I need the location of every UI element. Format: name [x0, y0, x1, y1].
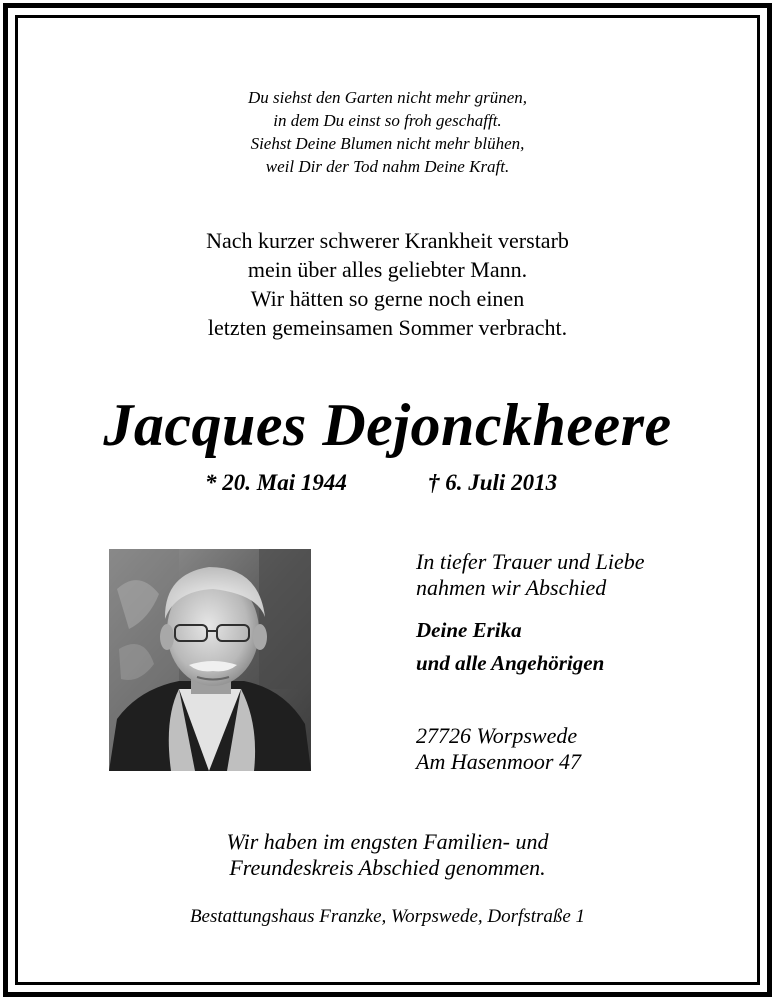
intro-line: letzten gemeinsamen Sommer verbracht.: [207, 315, 568, 340]
poem: [0, 86, 775, 178]
poem-line: weil Dir der Tod nahm Deine Kraft.: [265, 157, 510, 176]
farewell-line: Wir haben im engsten Familien- und: [226, 829, 549, 854]
family-line: und alle Angehörigen: [416, 651, 605, 675]
deceased-name: Jacques Dejonckheere: [103, 392, 672, 458]
address: [416, 723, 581, 775]
poem-line: Siehst Deine Blumen nicht mehr blühen,: [250, 134, 525, 153]
portrait-illustration: [109, 549, 311, 771]
intro-line: Nach kurzer schwerer Krankheit verstarb: [206, 228, 569, 253]
mourning-line: In tiefer Trauer und Liebe: [416, 549, 645, 574]
death-date: † 6. Juli 2013: [428, 470, 558, 495]
birth-date: * 20. Mai 1944: [205, 470, 347, 495]
family-line: Deine Erika: [416, 618, 522, 642]
poem-line: Du siehst den Garten nicht mehr grünen,: [247, 88, 528, 107]
mourning-text: [416, 549, 645, 601]
farewell-line: Freundeskreis Abschied genommen.: [229, 855, 546, 880]
portrait-photo: [109, 549, 311, 771]
intro-line: mein über alles geliebter Mann.: [247, 257, 528, 282]
address-line: Am Hasenmoor 47: [416, 749, 581, 774]
undertaker: Bestattungshaus Franzke, Worpswede, Dorfstraße 1: [189, 906, 586, 927]
address-line: 27726 Worpswede: [416, 723, 578, 748]
family-names: [416, 614, 604, 680]
farewell-note: [0, 829, 775, 881]
intro-line: Wir hätten so gerne noch einen: [250, 286, 525, 311]
mourning-line: nahmen wir Abschied: [416, 575, 607, 600]
poem-line: in dem Du einst so froh geschafft.: [273, 111, 502, 130]
intro-text: [0, 226, 775, 342]
